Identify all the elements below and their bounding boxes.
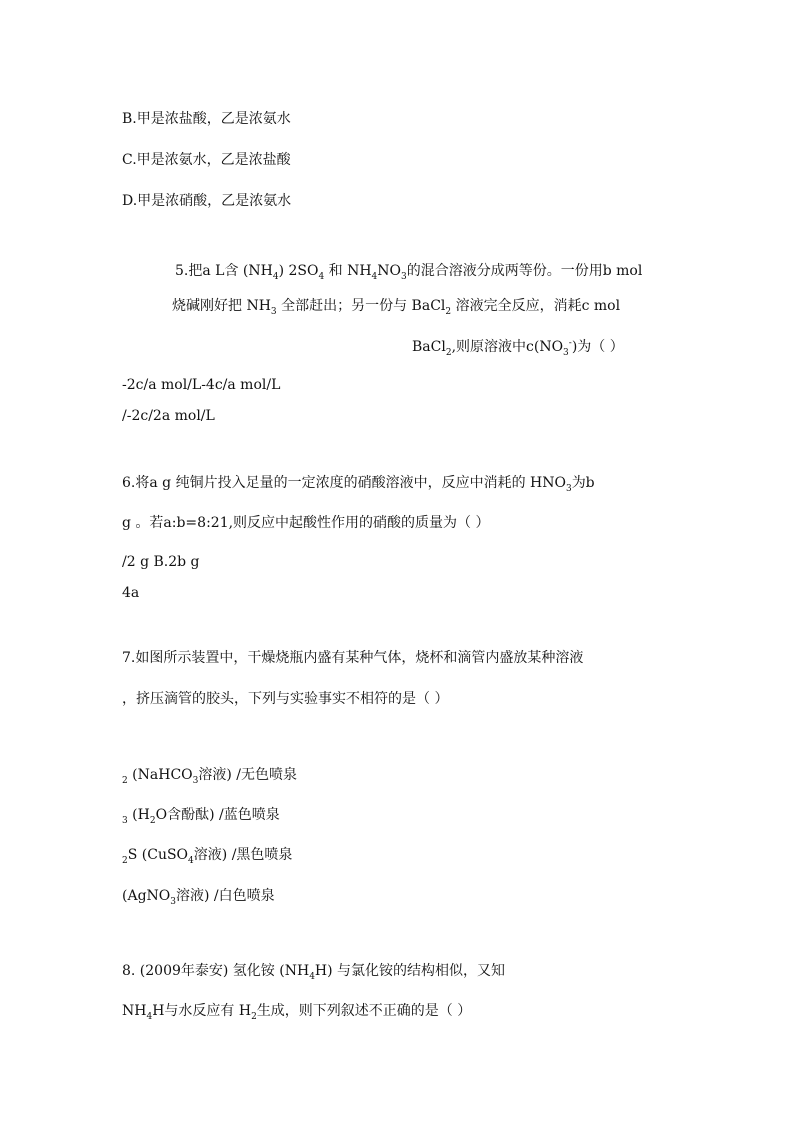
q7-line-1: 7.如图所示装置中，干燥烧瓶内盛有某种气体，烧杯和滴管内盛放某种溶液 <box>122 650 584 666</box>
q5-line-1: 5.把a L含 $(NH_4)$ $2SO_4$ 和 $NH_4NO_3$的混合溶液分成两等份。一份用b mol <box>175 263 643 282</box>
q6-option-line-2: 4a <box>122 585 140 601</box>
q7-option-d: (AgNO$_3$溶液) /白色喷泉 <box>122 888 275 907</box>
q7-line-2: ，挤压滴管的胶头，下列与实验事实不相符的是（ ） <box>122 691 449 707</box>
q7-option-b: $_3$ ($H_2O$含酚酞) /蓝色喷泉 <box>122 807 280 826</box>
q7-option-a: $_2$ (NaHCO$_3$溶液) /无色喷泉 <box>122 767 298 786</box>
q6-line-2: g 。若a:b=8:21,则反应中起酸性作用的硝酸的质量为（ ） <box>122 515 490 531</box>
q4-option-d: D.甲是浓硝酸，乙是浓氨水 <box>122 193 292 209</box>
q5-option-line-1: -2c/a mol/L-4c/a mol/L <box>122 377 281 393</box>
q4-option-b: B.甲是浓盐酸，乙是浓氨水 <box>122 111 291 127</box>
q5-line-2: 烧碱刚好把 $NH_3$ 全部赶出；另一份与 BaCl$_2$ 溶液完全反应，消耗c mol <box>172 298 621 317</box>
q6-option-line-1: /2 g B.2b g <box>122 554 200 570</box>
q6-line-1: 6.将a g 纯铜片投入足量的一定浓度的硝酸溶液中，反应中消耗的 $HNO_3$为b <box>122 475 595 494</box>
q4-option-c: C.甲是浓氨水，乙是浓盐酸 <box>122 152 291 168</box>
q5-line-3: BaCl$_2$,则原溶液中$c(NO_3^-)$为（ ） <box>412 338 624 358</box>
q7-option-c: $_2$S (CuSO$_4$溶液) /黑色喷泉 <box>122 847 293 866</box>
q8-line-1: 8. (2009年泰安) 氢化铵 $(NH_4H)$ 与氯化铵的结构相似，又知 <box>122 963 506 982</box>
q8-line-2: $NH_4H$与水反应有 $H_2$生成，则下列叙述不正确的是（ ） <box>122 1003 472 1022</box>
q5-option-line-2: /-2c/2a mol/L <box>122 408 215 424</box>
